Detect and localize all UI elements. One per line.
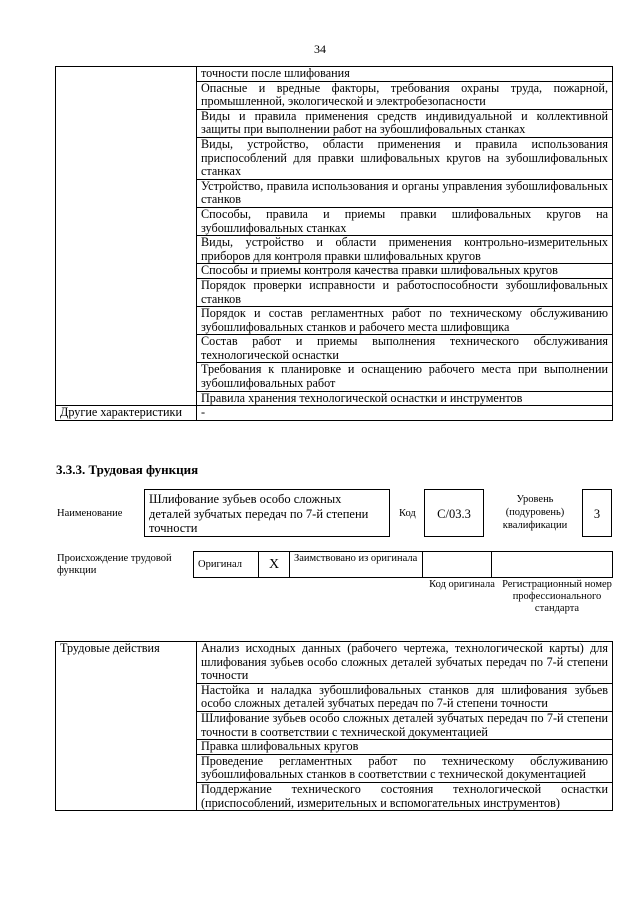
code-value-box: C/03.3 [424, 489, 484, 537]
action-item: Поддержание технического состояния технологической оснастки (приспособлений, измерительных и вспомогательных инструментов) [197, 782, 613, 810]
section-heading: 3.3.3. Трудовая функция [56, 462, 199, 477]
table-row [56, 642, 613, 684]
original-mark-cell: X [259, 552, 290, 578]
registration-number-cell [492, 552, 613, 578]
action-item: Настойка и наладка зубошлифовальных станков для шлифования зубьев особо сложных деталей зубчатых передач по 7-й степени точности [197, 683, 613, 711]
borrowed-label-cell: Заимствовано из оригинала [290, 552, 423, 578]
table-row [56, 67, 613, 82]
knowledge-item: Виды, устройство и области применения контрольно-измерительных приборов для контроля правки шлифовальных кругов [197, 236, 613, 264]
knowledge-item: Способы, правила и приемы правки шлифовальных кругов на зубошлифовальных станках [197, 207, 613, 235]
knowledge-table [55, 66, 613, 421]
level-label: Уровень (подуровень) квалификации [502, 494, 568, 531]
other-characteristics-value: - [197, 406, 613, 421]
page-number: 34 [314, 42, 326, 56]
original-code-cell [423, 552, 492, 578]
knowledge-item: точности после шлифования [197, 67, 613, 82]
knowledge-item: Способы и приемы контроля качества правки шлифовальных кругов [197, 264, 613, 279]
table-row [194, 552, 613, 578]
knowledge-item: Порядок и состав регламентных работ по техническому обслуживанию зубошлифовальных станков и рабочего места шлифовщика [197, 307, 613, 335]
knowledge-item: Виды, устройство, области применения и правила использования приспособлений для правки шлифовальных кругов на зубошлифовальных станках [197, 137, 613, 179]
origin-table [193, 551, 613, 578]
action-item: Проведение регламентных работ по техническому обслуживанию зубошлифовальных станков в соответствии с технической документацией [197, 754, 613, 782]
knowledge-item: Виды и правила применения средств индивидуальной и коллективной защиты при выполнении работ на зубошлифовальных станках [197, 109, 613, 137]
code-original-caption: Код оригинала [429, 579, 495, 590]
knowledge-item: Требования к планировке и оснащению рабочего места при выполнении зубошлифовальных работ [197, 363, 613, 391]
origin-label: Происхождение трудовой функции [57, 553, 172, 576]
level-value-box: 3 [582, 489, 612, 537]
knowledge-item: Порядок проверки исправности и работоспособности зубошлифовальных станков [197, 278, 613, 306]
actions-table [55, 641, 613, 811]
code-label: Код [399, 508, 416, 519]
knowledge-item: Состав работ и приемы выполнения технического обслуживания технологической оснастки [197, 335, 613, 363]
function-name-label: Наименование [57, 508, 123, 519]
action-item: Правка шлифовальных кругов [197, 740, 613, 755]
table-row [56, 406, 613, 421]
knowledge-label-cell [56, 67, 197, 406]
actions-label: Трудовые действия [56, 642, 197, 811]
knowledge-item: Устройство, правила использования и органы управления зубошлифовальных станков [197, 179, 613, 207]
other-characteristics-label: Другие характеристики [56, 406, 197, 421]
action-item: Анализ исходных данных (рабочего чертежа, технологической карты) для шлифования зубьев особо сложных деталей зубчатых передач по 7-й степени точности [197, 642, 613, 684]
function-name-box: Шлифование зубьев особо сложных деталей зубчатых передач по 7-й степени точности [144, 489, 390, 537]
action-item: Шлифование зубьев особо сложных деталей зубчатых передач по 7-й степени точности в соответствии с технической документацией [197, 711, 613, 739]
original-label-cell: Оригинал [194, 552, 259, 578]
knowledge-item: Правила хранения технологической оснастки и инструментов [197, 391, 613, 406]
knowledge-item: Опасные и вредные факторы, требования охраны труда, пожарной, промышленной, экологической и электробезопасности [197, 81, 613, 109]
registration-caption: Регистрационный номер профессионального стандарта [502, 579, 612, 614]
